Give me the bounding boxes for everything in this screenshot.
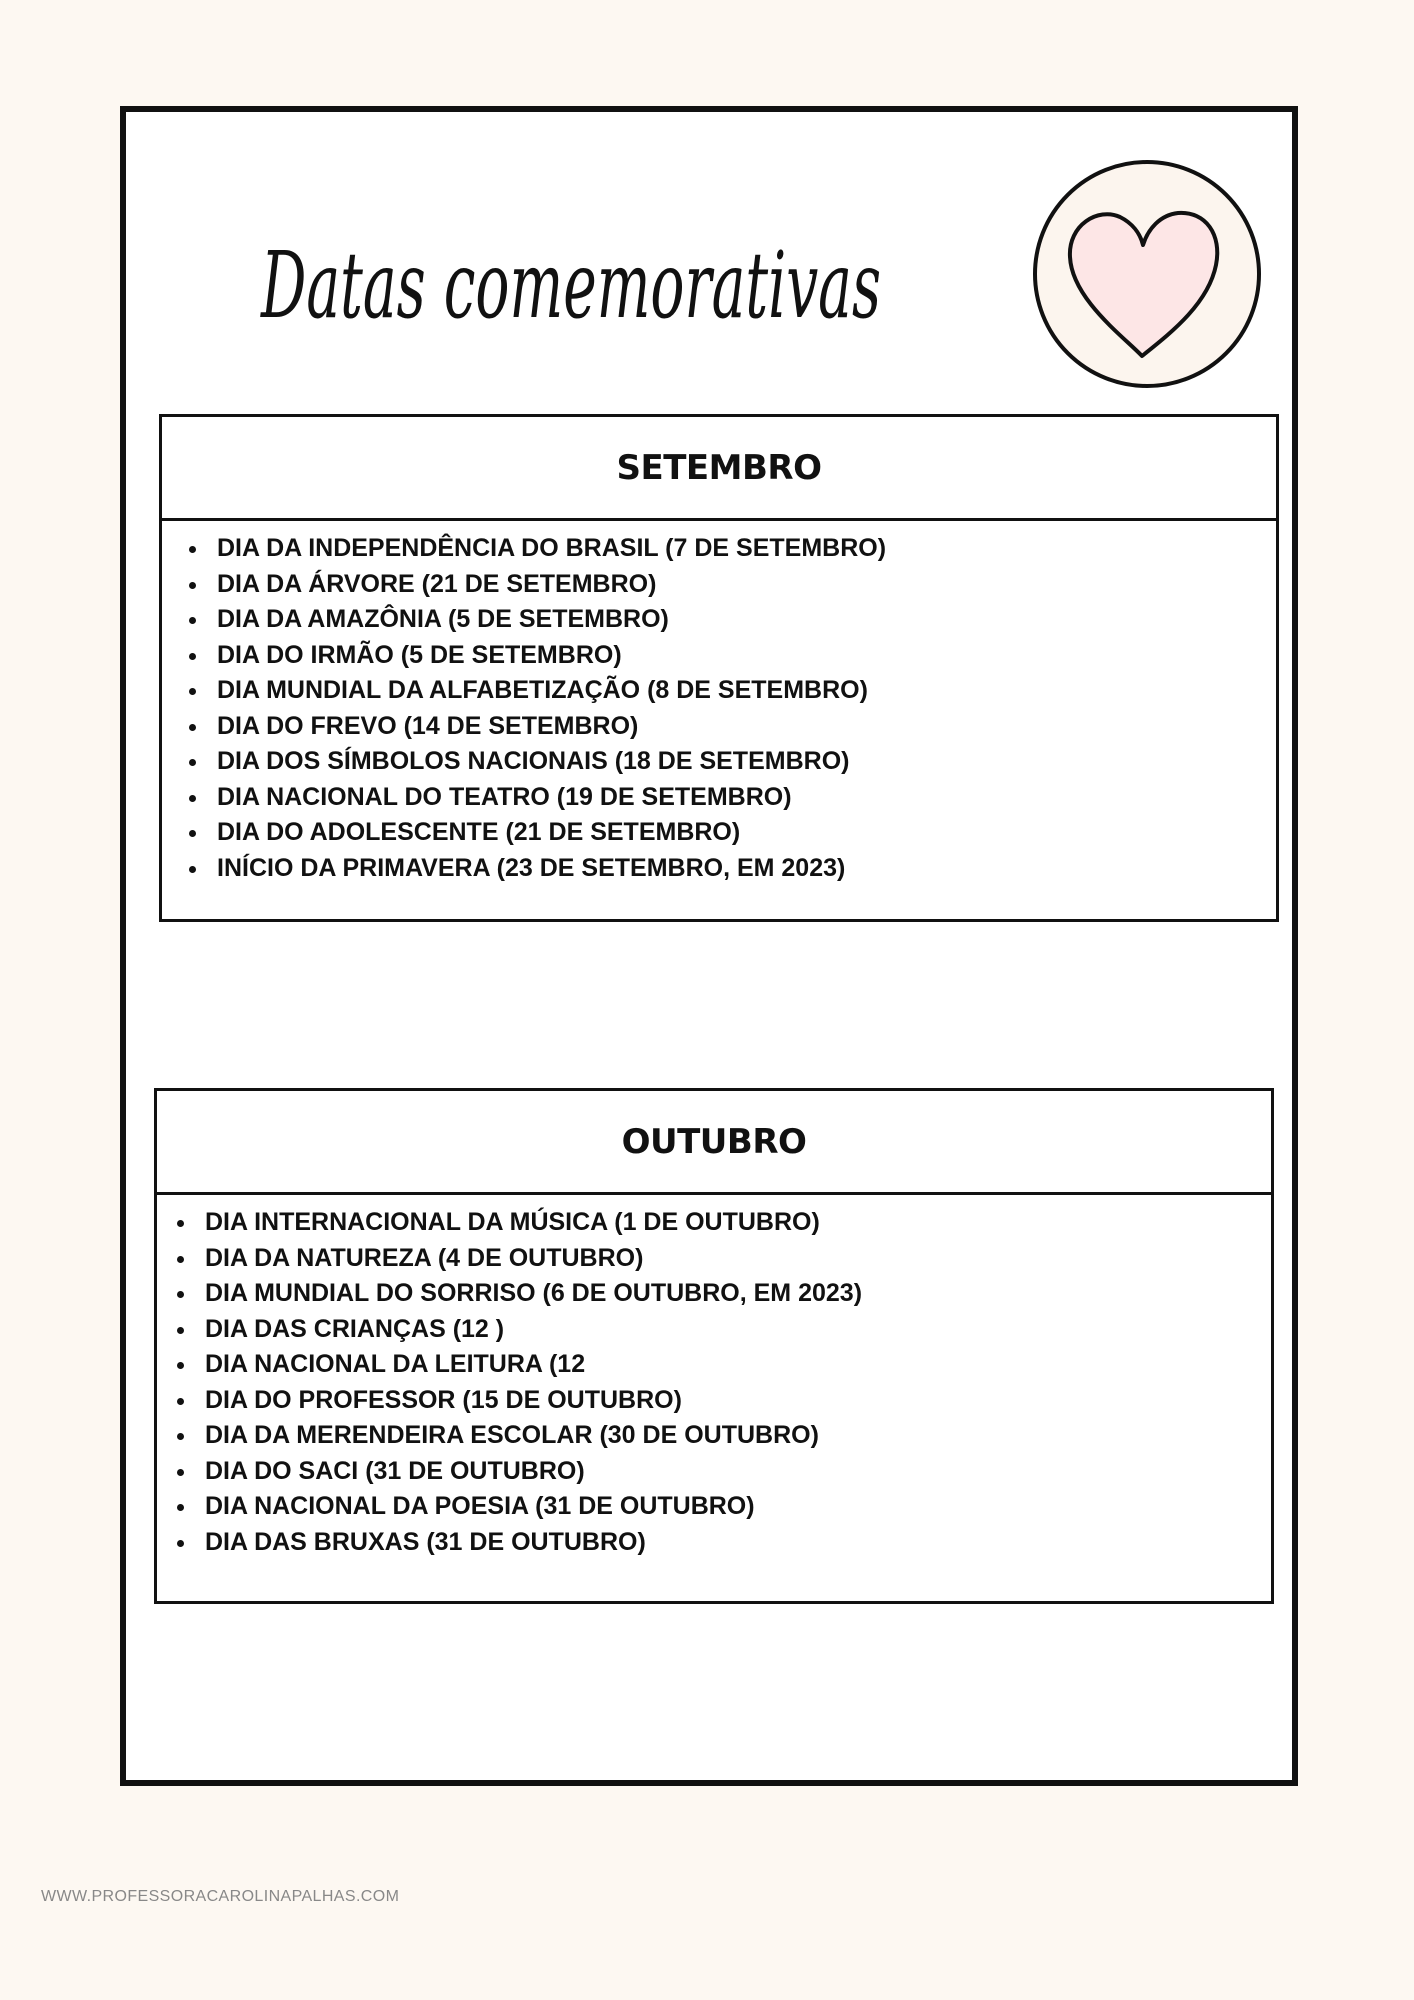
bullet-icon [177, 1220, 184, 1227]
bullet-icon [189, 582, 196, 589]
list-item [162, 673, 1276, 709]
list-item [162, 638, 1276, 674]
list-item-text: DIA DO PROFESSOR (15 DE OUTUBRO) [205, 1385, 682, 1414]
bullet-icon [177, 1540, 184, 1547]
list-item-text: DIA NACIONAL DA LEITURA (12 [205, 1350, 586, 1378]
list-item-text: DIA NACIONAL DO TEATRO (19 DE SETEMBRO) [217, 782, 792, 811]
list-item [157, 1383, 1271, 1419]
list-item [157, 1489, 1271, 1525]
list-item-text: DIA INTERNACIONAL DA MÚSICA (1 DE OUTUBRO) [205, 1208, 820, 1236]
october-list [157, 1195, 1271, 1560]
bullet-icon [189, 688, 196, 695]
list-item [162, 744, 1276, 780]
bullet-icon [177, 1327, 184, 1334]
october-header [157, 1091, 1271, 1195]
bullet-icon [189, 653, 196, 660]
list-item-text: DIA MUNDIAL DA ALFABETIZAÇÃO (8 DE SETEMBRO) [217, 676, 868, 704]
list-item-text: DIA DA NATUREZA (4 DE OUTUBRO) [205, 1243, 644, 1272]
october-title: OUTUBRO [621, 1121, 807, 1162]
list-item [157, 1418, 1271, 1454]
september-list [162, 521, 1276, 886]
list-item-text: DIA DA ÁRVORE (21 DE SETEMBRO) [217, 569, 657, 598]
bullet-icon [189, 724, 196, 731]
bullet-icon [189, 795, 196, 802]
heart-badge [1032, 149, 1262, 399]
list-item [162, 531, 1276, 567]
september-title: SETEMBRO [616, 447, 822, 488]
list-item [162, 815, 1276, 851]
footer-url: WWW.PROFESSORACAROLINAPALHAS.COM [41, 1888, 400, 1905]
list-item [162, 780, 1276, 816]
bullet-icon [177, 1469, 184, 1476]
list-item [162, 567, 1276, 603]
list-item-text: DIA DAS BRUXAS (31 DE OUTUBRO) [205, 1527, 646, 1556]
list-item-text: DIA DOS SÍMBOLOS NACIONAIS (18 DE SETEMBRO) [217, 747, 850, 775]
list-item-text: DIA DO SACI (31 DE OUTUBRO) [205, 1456, 585, 1485]
list-item [157, 1312, 1271, 1348]
page-title-text: Datas comemorativas [259, 232, 882, 339]
list-item-text: DIA NACIONAL DA POESIA (31 DE OUTUBRO) [205, 1492, 755, 1520]
list-item [157, 1525, 1271, 1561]
bullet-icon [177, 1504, 184, 1511]
list-item-text: DIA DA AMAZÔNIA (5 DE SETEMBRO) [217, 605, 669, 633]
list-item-text: DIA DA INDEPENDÊNCIA DO BRASIL (7 DE SETEMBRO) [217, 534, 887, 562]
bullet-icon [177, 1398, 184, 1405]
list-item [157, 1276, 1271, 1312]
september-header [162, 417, 1276, 521]
list-item-text: DIA DO ADOLESCENTE (21 DE SETEMBRO) [217, 818, 741, 846]
bullet-icon [177, 1291, 184, 1298]
bullet-icon [189, 759, 196, 766]
bullet-icon [177, 1256, 184, 1263]
list-item [157, 1205, 1271, 1241]
list-item-text: DIA MUNDIAL DO SORRISO (6 DE OUTUBRO, EM 2023) [205, 1279, 863, 1307]
october-section [154, 1088, 1274, 1604]
list-item-text: DIA DAS CRIANÇAS (12 ) [205, 1314, 505, 1343]
list-item-text: DIA DA MERENDEIRA ESCOLAR (30 DE OUTUBRO) [205, 1421, 819, 1449]
list-item-text: INÍCIO DA PRIMAVERA (23 DE SETEMBRO, EM 2023) [217, 853, 846, 882]
list-item [157, 1347, 1271, 1383]
list-item [162, 851, 1276, 887]
page-title-script [251, 197, 891, 357]
page-frame [120, 106, 1298, 1786]
list-item-text: DIA DO FREVO (14 DE SETEMBRO) [217, 711, 639, 740]
list-item [162, 602, 1276, 638]
list-item-text: DIA DO IRMÃO (5 DE SETEMBRO) [217, 640, 622, 669]
bullet-icon [189, 830, 196, 837]
bullet-icon [177, 1362, 184, 1369]
list-item [157, 1241, 1271, 1277]
bullet-icon [189, 546, 196, 553]
heart-icon [1032, 149, 1262, 399]
page-title [251, 197, 891, 357]
bullet-icon [177, 1433, 184, 1440]
list-item [162, 709, 1276, 745]
september-section [159, 414, 1279, 922]
list-item [157, 1454, 1271, 1490]
bullet-icon [189, 866, 196, 873]
bullet-icon [189, 617, 196, 624]
